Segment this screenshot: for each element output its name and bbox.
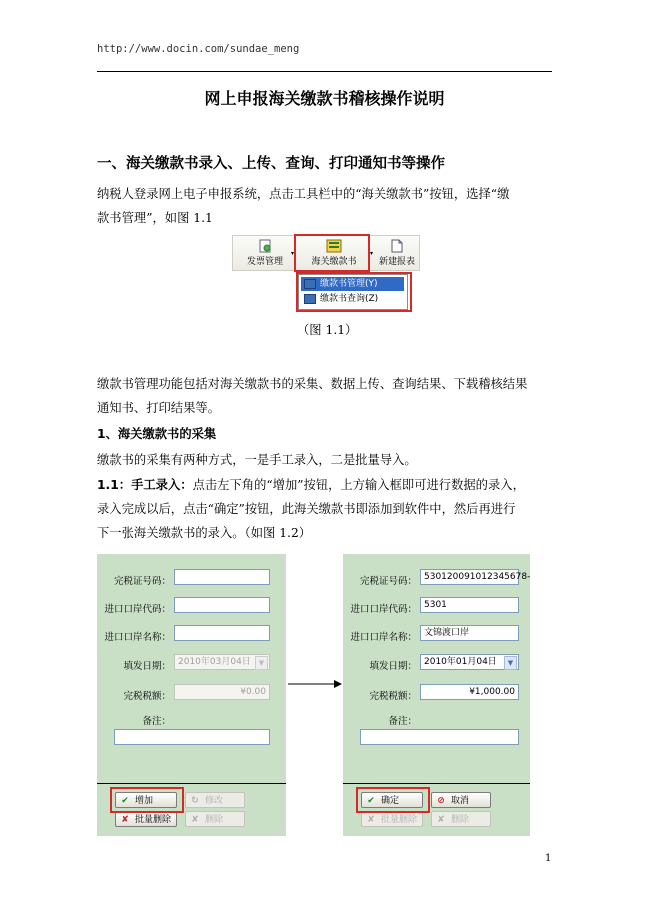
button-bar-divider-left [97,783,286,784]
menu-item-manage-label: 缴款书管理(Y) [320,279,378,289]
no-entry-icon: ⊘ [437,796,445,806]
remark-input-left[interactable] [114,729,270,745]
dropdown-arrow-icon-2: ▾ [370,250,374,257]
arrow-right-icon [288,678,344,690]
edit-button[interactable] [185,792,245,808]
label-port-name-left: 进口口岸名称： [104,632,171,643]
delete-button-right-label: 删除 [451,815,470,825]
tax-amount-input-right[interactable]: ¥1,000.00 [420,684,519,700]
new-report-button[interactable] [375,238,419,268]
port-name-input-right[interactable]: 文锦渡口岸 [420,625,519,641]
cancel-button-label: 取消 [451,796,470,806]
section-heading-1: 一、海关缴款书录入、上传、查询、打印通知书等操作 [97,156,445,172]
header-url: http://www.docin.com/sundae_meng [97,43,300,55]
port-code-input-left[interactable] [174,597,270,613]
batch-delete-button-right[interactable] [361,811,423,827]
tax-id-input-right[interactable]: 530120091012345678- [420,569,519,585]
port-name-input-left[interactable] [174,625,270,641]
document-title: 网上申报海关缴款书稽核操作说明 [204,89,445,108]
highlight-box-toolbar [294,234,370,272]
edit-button-label: 修改 [205,796,224,806]
x-icon: ✘ [121,815,129,825]
figure-1-1-caption: （图 1.1） [297,323,358,337]
label-port-code-right: 进口口岸代码： [350,604,417,615]
paragraph-4-line-2: 录入完成以后，点击“确定”按钮，此海关缴款书即添加到软件中，然后再进行 [97,502,516,516]
invoice-mgmt-button[interactable] [237,238,293,268]
paragraph-1-line-2: 款书管理”，如图 1.1 [97,211,213,225]
x-icon-disabled-right: ✘ [367,815,375,825]
paragraph-3: 缴款书的采集有两种方式，一是手工录入，二是批量导入。 [97,453,417,467]
x-icon-disabled-right-2: ✘ [437,815,445,825]
port-code-input-right[interactable]: 5301 [420,597,519,613]
check-icon-ok: ✔ [367,796,375,806]
chevron-down-icon[interactable]: ▼ [255,656,268,670]
paragraph-2-line-1: 缴款书管理功能包括对海关缴款书的采集、数据上传、查询结果、下载稽核结果 [97,377,528,391]
dropdown-arrow-icon: ▾ [291,250,295,257]
delete-button-label: 删除 [205,815,224,825]
customs-book-label: 海关缴款书 [311,257,357,267]
label-issue-date-right: 填发日期： [369,661,417,672]
form-right [343,554,530,836]
delete-button[interactable] [185,811,245,827]
batch-delete-button-right-label: 批量删除 [381,815,418,825]
refresh-icon: ↻ [191,796,199,806]
add-button-label: 增加 [135,796,154,806]
delete-button-right[interactable] [431,811,491,827]
label-tax-amount-right: 完税税额： [369,691,417,702]
menu-item-query-label: 缴款书查询(Z) [320,294,379,304]
check-icon: ✔ [121,796,129,806]
highlight-box-add [110,787,184,813]
paragraph-2-line-2: 通知书、打印结果等。 [97,401,220,415]
label-tax-id-left: 完税证号码： [113,576,171,587]
new-report-label: 新建报表 [378,257,415,267]
invoice-icon [257,239,273,253]
form-left [97,554,286,836]
label-tax-amount-left: 完税税额： [123,691,171,702]
tax-id-input-left[interactable] [174,569,270,585]
x-icon-disabled: ✘ [191,815,199,825]
tax-amount-input-left[interactable]: ¥0.00 [174,684,270,700]
batch-delete-button[interactable] [115,811,177,827]
label-port-code-left: 进口口岸代码： [104,604,171,615]
issue-date-picker-left[interactable] [174,654,270,670]
new-report-icon [389,239,405,253]
batch-delete-button-label: 批量删除 [135,815,172,825]
label-remark-right: 备注： [388,716,417,727]
highlight-box-menu [296,272,412,312]
ok-button-label: 确定 [381,796,400,806]
subheading-collection: 1、海关缴款书的采集 [97,427,217,441]
issue-date-value-right: 2010年01月04日 [424,657,497,667]
paragraph-4-line-1-text: 点击左下角的“增加”按钮，上方输入框即可进行数据的录入， [192,478,525,492]
invoice-mgmt-label: 发票管理 [246,257,283,267]
header-divider [97,71,552,72]
label-issue-date-left: 填发日期： [123,661,171,672]
paragraph-1-line-1: 纳税人登录网上电子申报系统，点击工具栏中的“海关缴款书”按钮，选择“缴 [97,187,510,201]
chevron-down-icon-right[interactable]: ▼ [504,656,517,670]
label-tax-id-right: 完税证号码： [359,576,417,587]
button-bar-divider-right [343,783,530,784]
paragraph-4-line-3: 下一张海关缴款书的录入。（如图 1.2） [97,526,312,540]
issue-date-picker-right[interactable] [420,654,519,670]
label-remark-left: 备注： [142,716,171,727]
label-port-name-right: 进口口岸名称： [350,632,417,643]
highlight-box-ok [356,787,430,813]
page-number: 1 [545,853,552,864]
cancel-button[interactable] [431,792,491,808]
paragraph-4-line-1 [97,473,554,497]
manual-entry-label: 1.1：手工录入： [97,478,193,492]
issue-date-value-left: 2010年03月04日 [178,657,251,667]
remark-input-right[interactable] [360,729,519,745]
